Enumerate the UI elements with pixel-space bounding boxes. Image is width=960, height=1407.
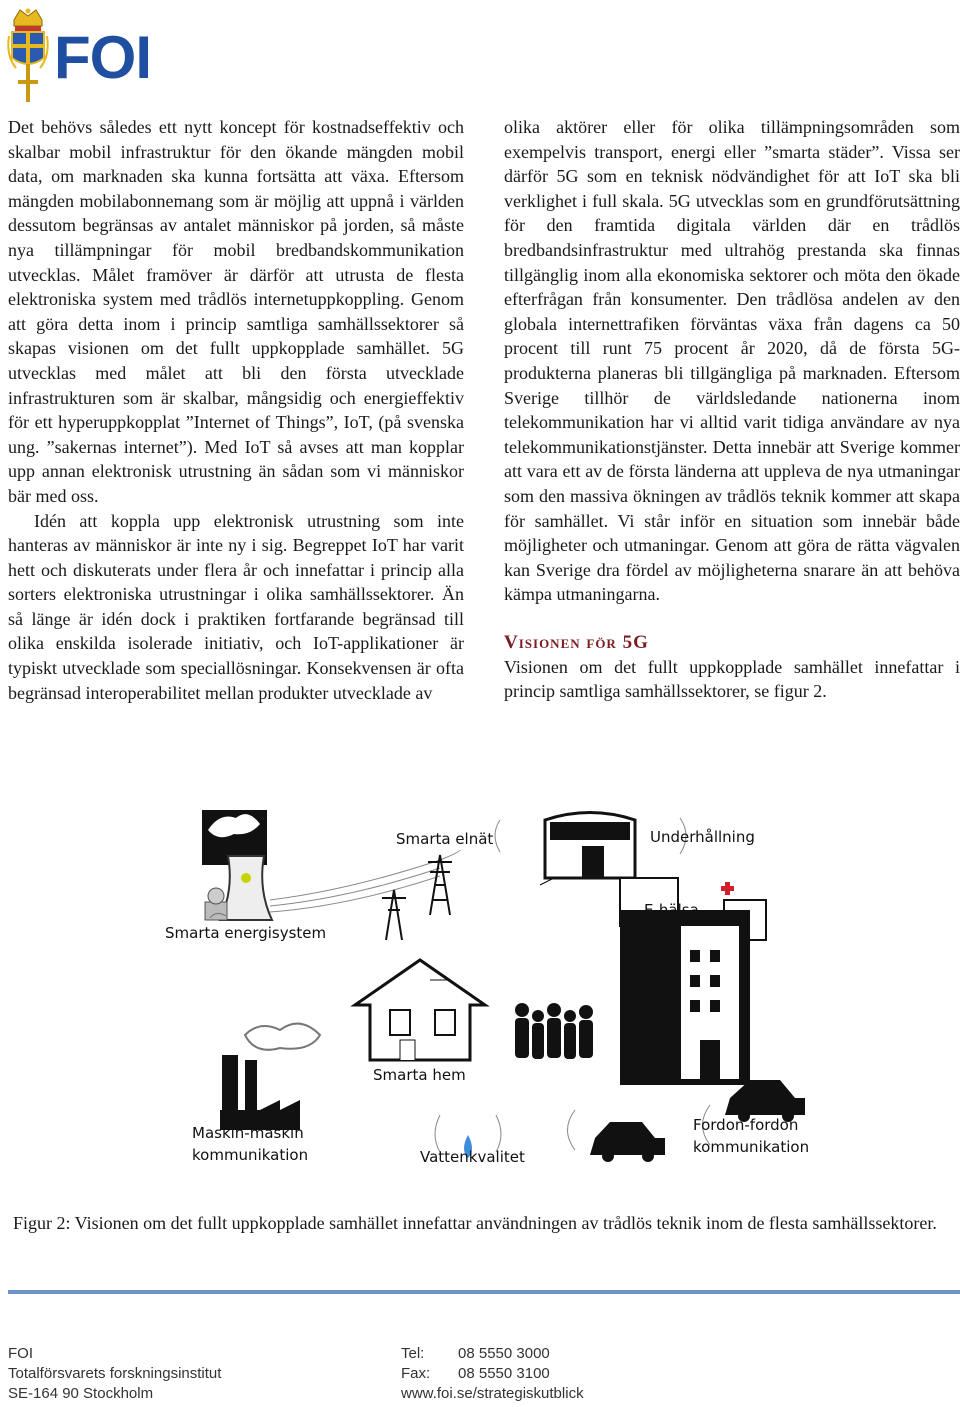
- nuclear-plant-icon: [202, 810, 272, 920]
- right-column: [504, 115, 960, 704]
- section-heading: Visionen för 5G: [504, 631, 649, 653]
- footer-org-name: Totalförsvarets forskningsinstitut: [8, 1365, 222, 1382]
- stadium-icon: [495, 813, 686, 886]
- left-paragraph-1: Det behövs således ett nytt koncept för kostnadseffektiv och skalbar mobil infrastruktur för den ökande mängden mobil data, om marknaden ska kunna fortsätta att växa. Eftersom mängden mobilabonnemang som är möjlig att uppnå i världen dessutom begränsas av antalet människor på jorden, så måste nya tillämpningar för mobil bredbandskommunikation utvecklas. Målet framöver är därför att utrusta de flesta elektroniska system med trådlös internetuppkoppling. Genom att göra detta inom i princip samtliga samhällssektorer så skapas visionen om det fullt uppkopplade samhället. 5G utvecklas med målet att bli den första utvecklade infrastrukturen som är skalbar, mångsidig och energieffektiv för ett hyperuppkopplat ”Internet of Things”, IoT, (på svenska ung. ”sakernas internet”). Med IoT så avses att man kopplar upp annan elektronisk utrustning än sådan som vi människor bär med oss.: [8, 117, 464, 506]
- label-fordon-line2: kommunikation: [693, 1138, 810, 1156]
- figure-caption: Figur 2: Visionen om det fullt uppkopplade samhället innefattar användningen av trådlös teknik inom de flesta samhällssektorer.: [13, 1213, 937, 1233]
- foi-logo: [6, 6, 166, 106]
- people-icon: [515, 1003, 593, 1059]
- label-fordon-line1: Fordon-fordon: [693, 1116, 799, 1134]
- footer-org-short: FOI: [8, 1345, 33, 1362]
- footer-org: [8, 1344, 221, 1404]
- footer-web-link[interactable]: www.foi.se/strategiskutblick: [401, 1385, 584, 1402]
- right-paragraph-2: Visionen om det fullt uppkopplade samhället innefattar i princip samtliga samhällssektorer, se figur 2.: [504, 656, 960, 702]
- footer-fax-value: 08 5550 3100: [458, 1365, 550, 1382]
- label-fordon-fordon: [693, 1114, 809, 1158]
- label-smarta-energisystem: Smarta energisystem: [165, 924, 327, 942]
- footer-tel-label: Tel:: [401, 1345, 425, 1362]
- label-maskin-line2: kommunikation: [192, 1146, 309, 1164]
- label-smarta-hem: Smarta hem: [373, 1066, 466, 1084]
- left-column: [8, 115, 464, 705]
- right-paragraph-1: olika aktörer eller för olika tillämpningsområden som exempelvis transport, energi eller ”smarta städer”. Vissa ser därför 5G som en teknisk nödvändighet för att IoT ska bli verklighet i full skala. 5G utvecklas som en grundförutsättning för den framtida digitala världen där en trådlös bredbandsinfrastruktur med ultrahög prestanda ska finnas tillgänglig inom alla ekonomiska sektorer och möta den ökade efterfrågan från konsumenter. Den trådlösa andelen av den globala internettrafiken förväntas växa från dagens ca 50 procent till runt 75 procent år 2020, då de första 5G-produkterna planeras bli tillgängliga på marknaden. Eftersom Sverige tillhör de världsledande nationerna inom telekommunikation har vi alltid varit tidiga användare av nya telekommunikationstjänster. Detta innebär att Sverige kommer att vara ett av de första länderna att uppleva de nya utmaningar som den massiva ökningen av trådlös teknik kommer att skapa för samhället. Vi står inför en situation som innebär både möjligheter och utmaningar. Genom att göra de rätta vägvalen kan Sverige dra fördel av möjligheterna snarare än att behöva kämpa utmaningarna.: [504, 117, 960, 605]
- label-underhallning: Underhållning: [650, 828, 755, 846]
- figure-2: [150, 790, 840, 1185]
- house-icon: [355, 960, 485, 1060]
- factory-icon: [220, 1024, 320, 1130]
- logo-text: FOI: [54, 24, 151, 91]
- footer-org-address: SE-164 90 Stockholm: [8, 1385, 154, 1402]
- left-paragraph-2: Idén att koppla upp elektronisk utrustning som inte hanteras av människor är inte ny i sig. Begreppet IoT har varit hett och diskuterats under flera år och innefattar i princip alla sorters elektroniska utrustningar i olika samhällssektorer. Än så länge är idén dock i praktiken fortfarande begränsad till olika enskilda isolerade initiativ, och IoT-applikationer är typiskt utvecklade som speciallösningar. Konsekvensen är ofta begränsad interoperabilitet mellan produkter utvecklade av: [8, 510, 464, 703]
- label-smarta-elnat: Smarta elnät: [396, 830, 494, 848]
- footer-fax-label: Fax:: [401, 1365, 431, 1382]
- footer-tel-value: 08 5550 3000: [458, 1345, 550, 1362]
- crown-emblem-icon: [6, 6, 50, 106]
- label-maskin-line1: Maskin-maskin: [192, 1124, 304, 1142]
- label-maskin-maskin: [192, 1122, 308, 1166]
- label-e-halsa: E-hälsa: [644, 901, 699, 919]
- footer-divider: [8, 1290, 960, 1294]
- footer-contact: [401, 1344, 584, 1404]
- label-vattenkvalitet: Vattenkvalitet: [420, 1148, 525, 1166]
